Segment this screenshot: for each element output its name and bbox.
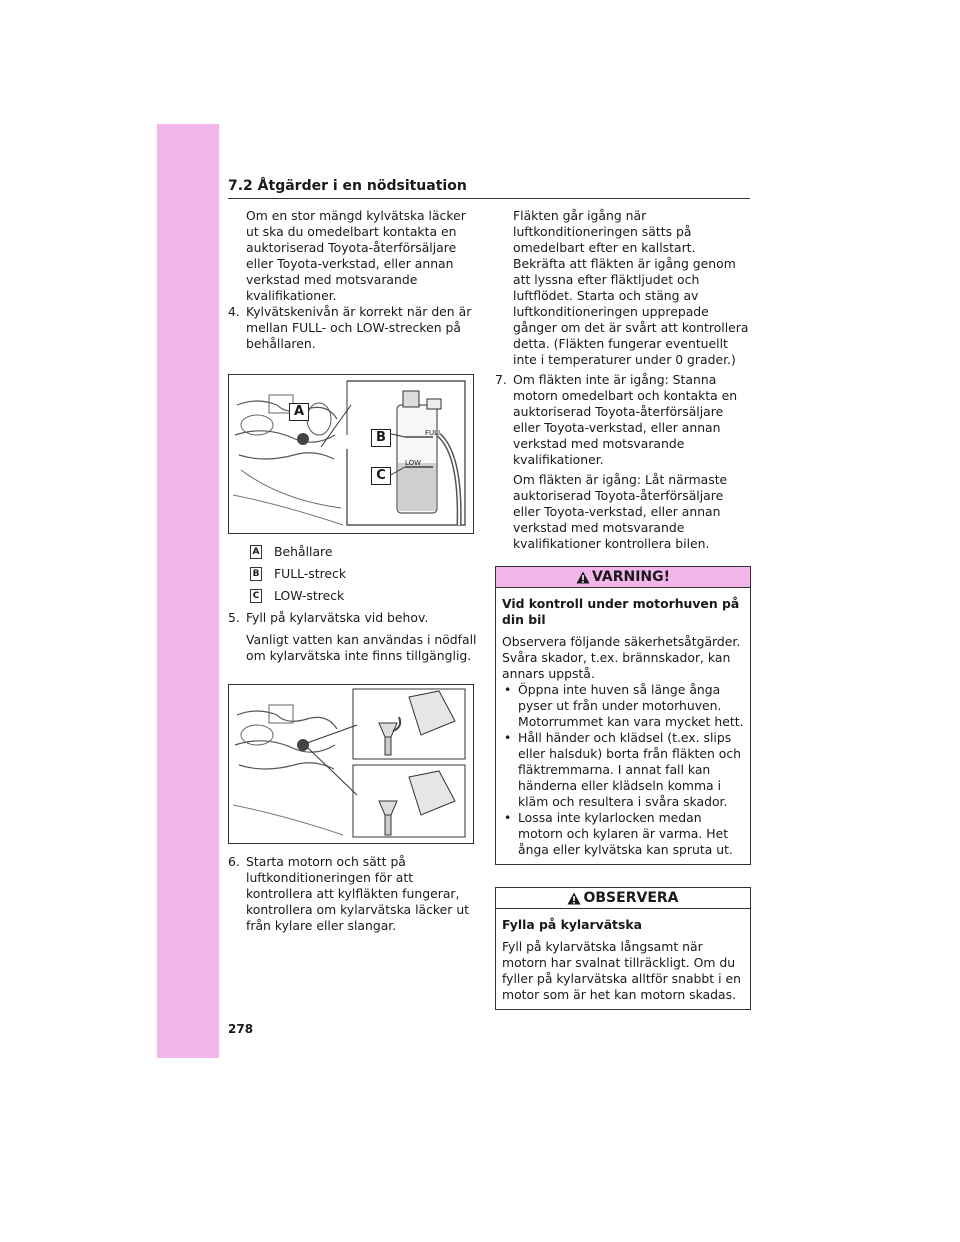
- step-text: Fyll på kylarvätska vid behov.: [246, 610, 429, 625]
- warning-bullet: [502, 682, 744, 730]
- full-mark-text: FULL: [425, 429, 442, 437]
- legend-item: [228, 588, 478, 604]
- label-c: C: [371, 467, 391, 485]
- notice-text: Fyll på kylarvätska långsamt när motorn har svalnat tillräckligt. Om du fyller på kylarvätska alltför snabbt i en motor som är het kan motorn skadas.: [502, 939, 741, 1002]
- legend-key: C: [250, 589, 262, 603]
- fan-paragraph: Fläkten går igång när luftkonditioneringen sätts på omedelbart efter en kallstart. Bekräfta att fläkten är igång genom att lyssna efter fläktljudet och luftflödet. Starta och stäng av luftkonditioneringen upprepade gånger om det är svårt att kontrollera detta. (Fläkten fungerar eventuellt inte i temperaturer under 0 grader.): [513, 208, 749, 367]
- page-number: 278: [228, 1022, 254, 1036]
- label-a: A: [289, 403, 309, 421]
- step-text: Starta motorn och sätt på luftkonditioneringen för att kontrollera att kylfläkten fungerar, kontrollera om kylarvätska läcker ut från kylare eller slangar.: [246, 854, 470, 933]
- step-6: [228, 854, 478, 934]
- notice-header: [496, 888, 750, 909]
- legend-key: A: [250, 545, 262, 559]
- warning-header: [496, 567, 750, 588]
- left-column: [228, 208, 478, 934]
- warning-body: [496, 588, 750, 864]
- bullet-text: Lossa inte kylarlocken medan motorn och kylaren är varma. Het ånga eller kylvätska kan spruta ut.: [518, 810, 733, 857]
- step-7: [495, 372, 751, 468]
- bullet-mark: •: [504, 810, 512, 825]
- bullet-text: Öppna inte huven så länge ånga pyser ut från under motorhuven. Motorrummet kan vara mycket hett.: [518, 682, 744, 729]
- step-number: 5.: [228, 610, 240, 625]
- warning-box: [495, 566, 751, 865]
- label-b: B: [371, 429, 391, 447]
- bullet-mark: •: [504, 730, 512, 745]
- reservoir-illustration: [229, 375, 473, 533]
- step-number: 4.: [228, 304, 240, 319]
- step-7-note: Om fläkten är igång: Låt närmaste auktoriserad Toyota-återförsäljare eller Toyota-verkstad, eller annan verkstad med motsvarande kvalifikationer kontrollera bilen.: [513, 472, 728, 551]
- low-mark-text: LOW: [405, 459, 422, 467]
- legend-text: FULL-streck: [274, 566, 347, 581]
- warning-bullet: [502, 730, 744, 810]
- right-column: [495, 208, 751, 1010]
- legend-item: [228, 544, 478, 560]
- step-4: [228, 304, 478, 352]
- warning-bullet: [502, 810, 744, 858]
- notice-title: Fylla på kylarvätska: [502, 917, 642, 932]
- refill-figure: [228, 684, 474, 844]
- step-number: 6.: [228, 854, 240, 869]
- notice-box: [495, 887, 751, 1010]
- section-header: 7.2 Åtgärder i en nödsituation: [228, 178, 750, 199]
- caution-icon: [567, 892, 581, 905]
- legend-text: LOW-streck: [274, 588, 345, 603]
- warning-intro: Observera följande säkerhetsåtgärder. Svåra skador, t.ex. brännskador, kan annars uppstå.: [502, 634, 741, 681]
- warning-title: Vid kontroll under motorhuven på din bil: [502, 596, 740, 627]
- step-5-note: Vanligt vatten kan användas i nödfall om kylarvätska inte finns tillgänglig.: [246, 632, 477, 663]
- notice-body: [496, 909, 750, 1009]
- step-5: [228, 610, 478, 626]
- bullet-text: Håll händer och klädsel (t.ex. slips eller halsduk) borta från fläkten och fläktremmarna. I annat fall kan händerna eller klädseln komma i kläm och resultera i svåra skador.: [518, 730, 742, 809]
- legend-text: Behållare: [274, 544, 333, 559]
- warning-icon: [576, 571, 590, 584]
- bullet-mark: •: [504, 682, 512, 697]
- warning-heading: VARNING!: [591, 569, 671, 585]
- legend-key: B: [250, 567, 262, 581]
- step-text: Om fläkten inte är igång: Stanna motorn omedelbart och kontakta en auktoriserad Toyota-återförsäljare eller Toyota-verkstad, eller annan verkstad med motsvarande kvalifikationer.: [513, 372, 738, 467]
- leak-paragraph: Om en stor mängd kylvätska läcker ut ska du omedelbart kontakta en auktoriserad Toyota-återförsäljare eller Toyota-verkstad, eller annan verkstad med motsvarande kvalifikationer.: [246, 208, 466, 303]
- side-tab: [157, 124, 219, 1058]
- refill-illustration: [229, 685, 473, 843]
- reservoir-figure: [228, 374, 474, 534]
- step-number: 7.: [495, 372, 507, 387]
- legend-item: [228, 566, 478, 582]
- step-text: Kylvätskenivån är korrekt när den är mellan FULL- och LOW-strecken på behållaren.: [246, 304, 472, 351]
- notice-heading: OBSERVERA: [583, 890, 679, 906]
